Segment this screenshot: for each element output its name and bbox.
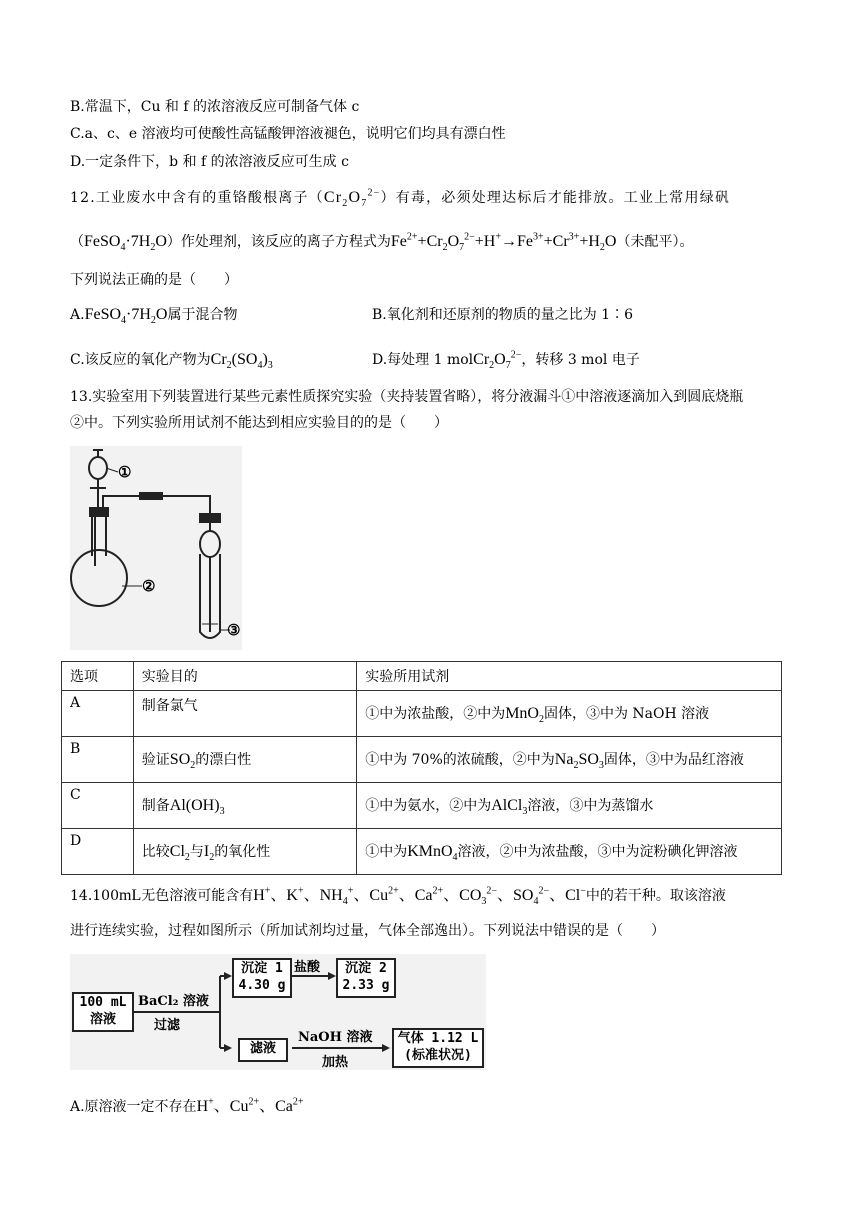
reagent-naoh-label: NaOH 溶液 <box>298 1030 373 1045</box>
precipitate1-box: 沉淀 1 4.30 g <box>232 958 292 998</box>
table-cell: ①中为 70%的浓硫酸，②中为$Na_2SO_3$固体，③中为品红溶液 <box>357 737 782 783</box>
table-cell: D <box>62 829 134 875</box>
q12-option-c: C.该反应的氧化产物为$Cr_2(SO_4)_3$ <box>70 351 273 372</box>
table-row <box>62 783 782 829</box>
q13-stem-line2: ②中。下列实验所用试剂不能达到相应实验目的的是（ ） <box>70 415 448 431</box>
q12-option-b: B.氧化剂和还原剂的物质的量之比为 1∶6 <box>372 307 634 323</box>
label-funnel: ① <box>118 463 132 481</box>
label-test-tube: ③ <box>227 621 241 639</box>
table-cell: ①中为氨水，②中为AlCl$_3$溶液，③中为蒸馏水 <box>357 783 782 829</box>
q14-stem-line2: 进行连续实验，过程如图所示（所加试剂均过量，气体全部逸出）。下列说法中错误的是（ ） <box>70 923 665 939</box>
q12-stem-line1: 12.工业废水中含有的重铬酸根离子$(Cr_2O_7^{2-})$有毒，必须处理达标后才能排放。工业上常用绿矾 <box>70 187 731 210</box>
reagent-hcl-label: 盐酸 <box>294 960 321 975</box>
q11-option-b: B.常温下，Cu 和 f 的浓溶液反应可制备气体 c <box>70 99 360 115</box>
q13-stem-line1: 13.实验室用下列装置进行某些元素性质探究实验（夹持装置省略），将分液漏斗①中溶液逐滴加入到圆底烧瓶 <box>70 389 744 405</box>
table-cell: A <box>62 691 134 737</box>
filter-label: 过滤 <box>154 1018 181 1033</box>
q11-option-d: D.一定条件下，b 和 f 的浓溶液反应可生成 c <box>70 154 349 170</box>
table-cell: C <box>62 783 134 829</box>
apparatus-drawing <box>70 446 242 650</box>
table-row <box>62 737 782 783</box>
table-cell: B <box>62 737 134 783</box>
table-header: 选项 <box>62 662 134 691</box>
table-cell: ①中为KMnO$_4$溶液，②中为浓盐酸，③中为淀粉碘化钾溶液 <box>357 829 782 875</box>
table-row <box>62 691 782 737</box>
flowchart-figure <box>70 954 486 1070</box>
table-row <box>62 829 782 875</box>
precipitate2-box: 沉淀 2 2.33 g <box>336 958 396 998</box>
label-flask: ② <box>142 577 156 595</box>
filtrate-box: 滤液 <box>238 1038 288 1062</box>
experiment-table <box>61 661 782 875</box>
heat-label: 加热 <box>322 1055 349 1070</box>
q12-option-a: $A.FeSO_4\cdot 7H_2O$属于混合物 <box>70 306 238 327</box>
q11-option-c: C.a、c、e 溶液均可使酸性高锰酸钾溶液褪色，说明它们均具有漂白性 <box>70 126 506 142</box>
table-cell: 制备氯气 <box>133 691 356 737</box>
table-header: 实验目的 <box>133 662 356 691</box>
q14-stem-line1: 14.100mL无色溶液可能含有H+、K+、$NH_4^+$、$Cu^{2+}$、$Ca^{2+}$、$CO_3^{2-}$、$SO_4^{2-}$、Cl−中的若干种。取该溶液 <box>70 885 726 908</box>
reagent-bacl2-label: BaCl₂ 溶液 <box>138 994 209 1009</box>
table-header-row <box>62 662 782 691</box>
table-cell: 比较$Cl_2$与$I_2$的氧化性 <box>133 829 356 875</box>
apparatus-figure <box>70 446 242 650</box>
q12-stem-line3: 下列说法正确的是（ ） <box>70 272 238 288</box>
q14-option-a: A.原溶液一定不存在H+、$Cu^{2+}$、$Ca^{2+}$ <box>70 1096 304 1115</box>
q12-stem-line2: $(FeSO_4\cdot 7H_2O)$作处理剂，该反应的离子方程式为$Fe^{2+}+Cr_2O_7^{2-}+H^+\to Fe^{3+}+Cr^{3+}+H_2O$（未配平）。 <box>70 231 694 254</box>
q12-option-d: D.每处理 1 $molCr_2O_7^{2-}$，转移 3 mol 电子 <box>372 349 640 372</box>
table-cell: 制备$Al(OH)_3$ <box>133 783 356 829</box>
start-solution-box: 100 mL 溶液 <box>72 992 134 1032</box>
table-header: 实验所用试剂 <box>357 662 782 691</box>
gas-box: 气体 1.12 L (标准状况) <box>392 1028 484 1068</box>
table-cell: ①中为浓盐酸，②中为MnO$_2$固体，③中为 NaOH 溶液 <box>357 691 782 737</box>
table-cell: 验证$SO_2$的漂白性 <box>133 737 356 783</box>
